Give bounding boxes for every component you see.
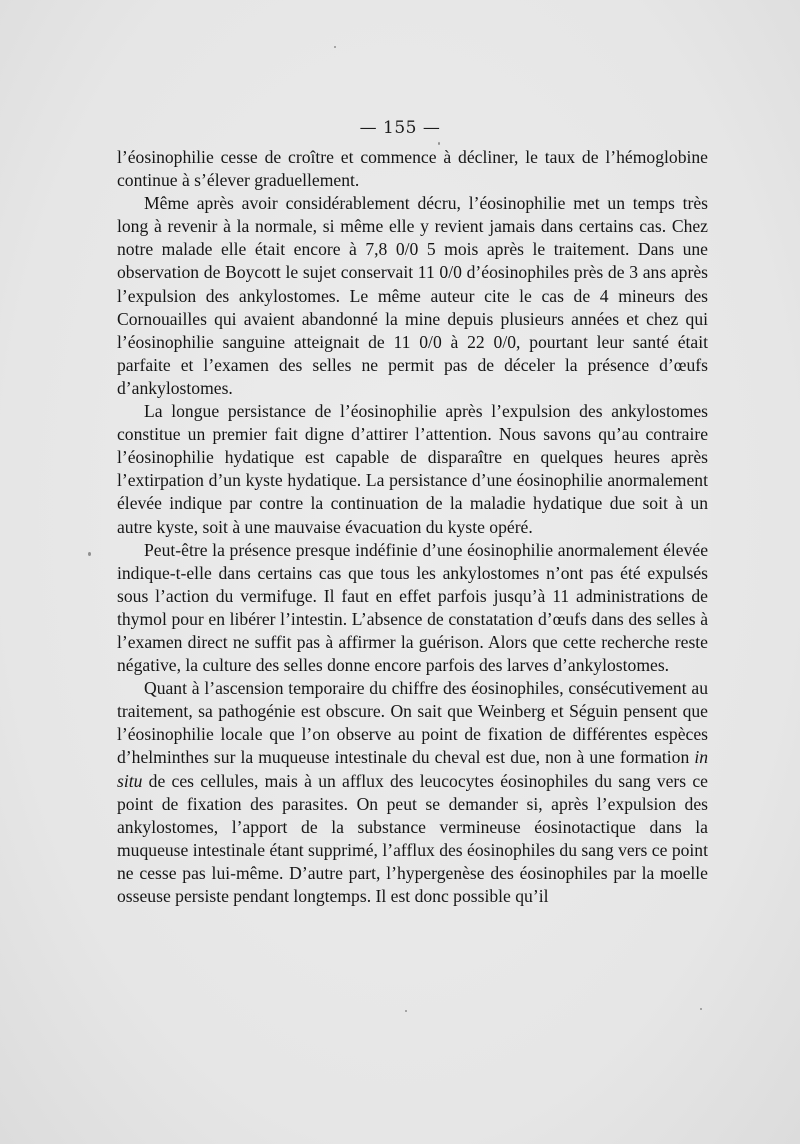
paragraph-5-part-2: de ces cellules, mais à un afflux des leucocytes éosinophiles du sang vers ce point de fixation des parasites. On peut se demander si, après l’expulsion des ankylostomes, l’apport de la substance vermineuse éosinotactique dans la muqueuse intestinale étant supprimé, l’afflux des éosinophiles du sang vers ce point ne cesse pas lui-même. D’autre part, l’hypergenèse des éosinophiles par la moelle osseuse persiste pendant longtemps. Il est donc possible qu’il <box>117 770 708 906</box>
paper-speck <box>438 142 440 145</box>
paper-speck <box>334 46 336 48</box>
paper-speck <box>700 1008 702 1010</box>
paragraph-2: Même après avoir considérablement décru, l’éosinophilie met un temps très long à revenir à la normale, si même elle y revient jamais dans certains cas. Chez notre malade elle était encore à 7,8 0/0 5 mois après le traitement. Dans une observation de Boycott le sujet conservait 11 0/0 d’éosinophiles près de 3 ans après l’expulsion des ankylostomes. Le même auteur cite le cas de 4 mineurs des Cornouailles qui avaient abandonné la mine depuis plusieurs années et chez qui l’éosinophilie sanguine atteignait de 11 0/0 à 22 0/0, pourtant leur santé était parfaite et l’examen des selles ne permit pas de déceler la présence d’œufs d’ankylostomes. <box>117 193 708 398</box>
paper-speck <box>88 552 91 556</box>
paper-speck <box>405 1010 407 1012</box>
paragraph-3: La longue persistance de l’éosinophilie après l’expulsion des ankylostomes constitue un premier fait digne d’attirer l’attention. Nous savons qu’au contraire l’éosinophilie hydatique est capable de disparaître en quelques heures après l’extirpation d’un kyste hydatique. La persistance d’une éosinophilie anormalement élevée indique par contre la continuation de la maladie hydatique due soit à un autre kyste, soit à une mauvaise évacuation du kyste opéré. <box>117 401 708 537</box>
paragraph-1: l’éosinophilie cesse de croître et commence à décliner, le taux de l’hémoglobine continue à s’élever graduellement. <box>117 147 708 191</box>
page-number: — 155 — <box>359 118 441 138</box>
paragraph-5-italic: in situ <box>117 747 708 791</box>
paragraph-4: Peut-être la présence presque indéfinie d’une éosinophilie anormalement élevée indique-t-elle dans certains cas que tous les ankylostomes n’ont pas été expulsés sous l’action du vermifuge. Il faut en effet parfois jusqu’à 11 administrations de thymol pour en libérer l’intestin. L’absence de constatation d’œufs dans des selles à l’examen direct ne suffit pas à affirmer la guérison. Alors que cette recherche reste négative, la culture des selles donne encore parfois des larves d’ankylostomes. <box>117 539 708 676</box>
paragraph-5-part-1: Quant à l’ascension temporaire du chiffre des éosinophiles, consécutivement au traitement, sa pathogénie est obscure. On sait que Weinberg et Séguin pensent que l’éosinophilie locale que l’on observe au point de fixation de différentes espèces d’helminthes sur la muqueuse intestinale du cheval est due, non à une formation <box>117 678 708 768</box>
body-text <box>117 146 708 908</box>
paragraph-5 <box>117 677 708 908</box>
